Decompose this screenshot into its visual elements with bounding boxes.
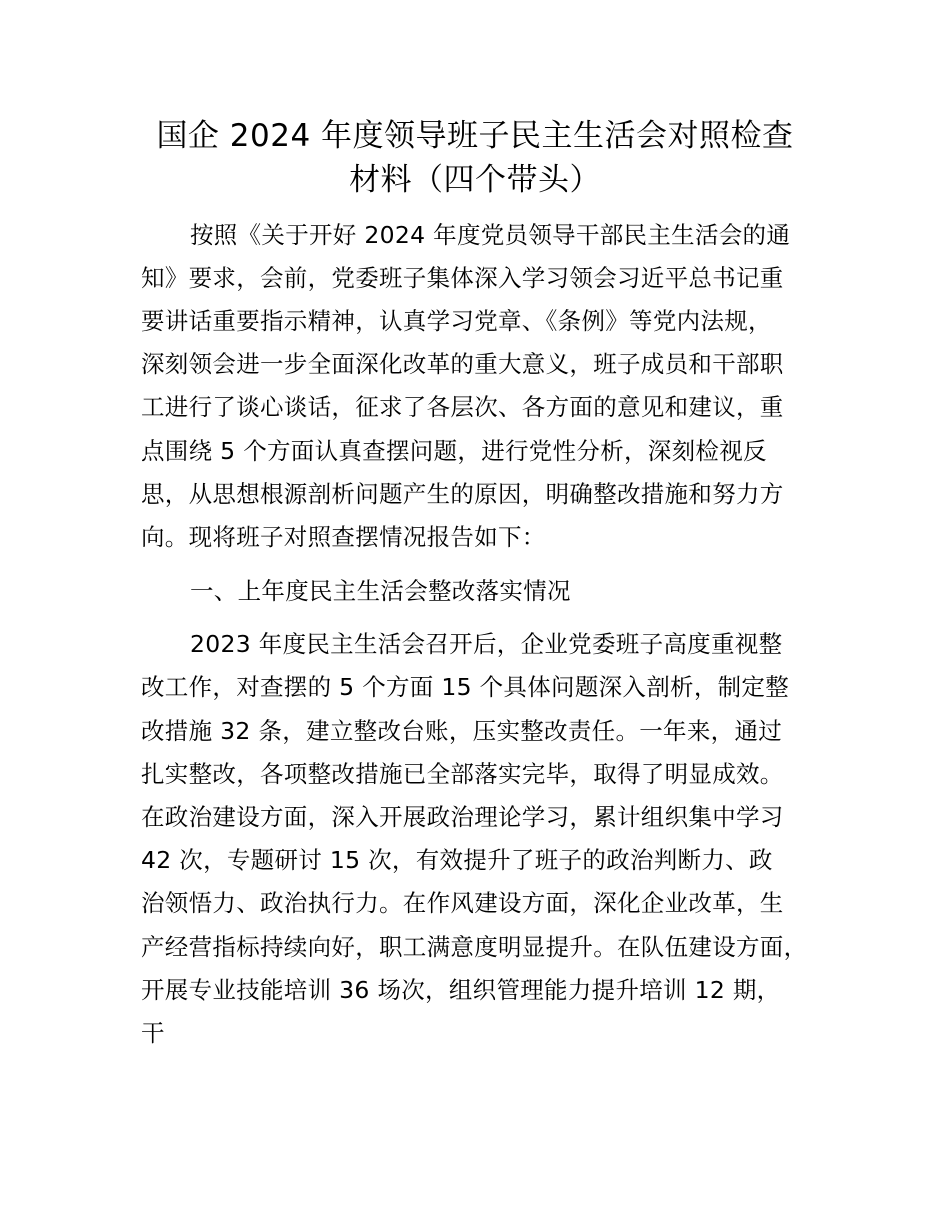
body-line: 治领悟力、政治执行力。在作风建设方面，深化企业改革，生 (141, 889, 784, 917)
body-line: 42 次，专题研讨 15 次，有效提升了班子的政治判断力、政 (141, 846, 773, 874)
section-heading: 一、上年度民主生活会整改落实情况 (190, 577, 571, 605)
body-line: 开展专业技能培训 36 场次，组织管理能力提升培训 12 期， (141, 976, 781, 1004)
body-line: 要讲话重要指示精神，认真学习党章、《条例》等党内法规， (141, 307, 772, 335)
body-line: 在政治建设方面，深入开展政治理论学习，累计组织集中学习 (141, 803, 784, 831)
body-line: 改措施 32 条，建立整改台账，压实整改责任。一年来，通过 (141, 717, 783, 745)
body-line: 工进行了谈心谈话，征求了各层次、各方面的意见和建议，重 (141, 393, 784, 421)
body-line: 干 (141, 1019, 165, 1047)
body-line: 向。现将班子对照查摆情况报告如下： (141, 523, 546, 551)
body-line: 2023 年度民主生活会召开后，企业党委班子高度重视整 (190, 630, 783, 658)
body-line: 深刻领会进一步全面深化改革的重大意义，班子成员和干部职 (141, 350, 784, 378)
document-title-line-2: 材料（四个带头） (349, 162, 601, 198)
body-line: 知》要求，会前，党委班子集体深入学习领会习近平总书记重 (141, 264, 784, 292)
document-title-line-1: 国企 2024 年度领导班子民主生活会对照检查 (156, 118, 794, 154)
body-line: 按照《关于开好 2024 年度党员领导干部民主生活会的通 (190, 221, 791, 249)
body-line: 点围绕 5 个方面认真查摆问题，进行党性分析，深刻检视反 (141, 437, 767, 465)
body-line: 扎实整改，各项整改措施已全部落实完毕，取得了明显成效。 (141, 760, 784, 788)
body-line: 改工作，对查摆的 5 个方面 15 个具体问题深入剖析，制定整 (141, 673, 790, 701)
body-line: 思，从思想根源剖析问题产生的原因，明确整改措施和努力方 (141, 480, 784, 508)
body-line: 产经营指标持续向好，职工满意度明显提升。在队伍建设方面， (141, 933, 808, 961)
